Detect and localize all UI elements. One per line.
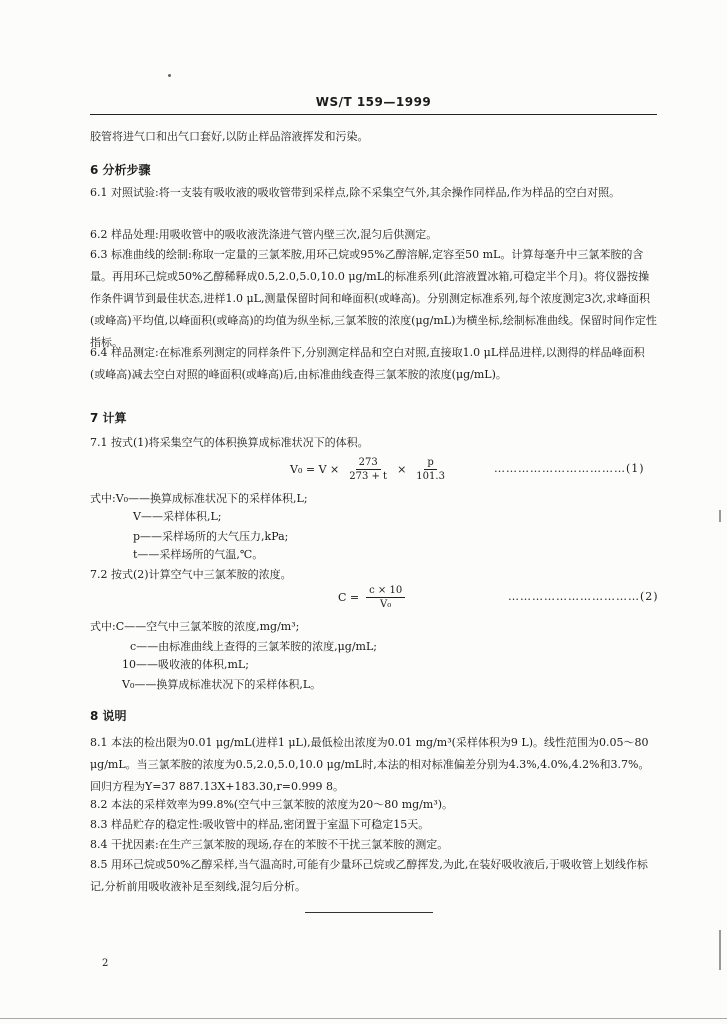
section-heading-7: 7 计算 <box>90 411 127 425</box>
end-rule <box>305 912 433 913</box>
fraction-numerator: p <box>424 456 436 470</box>
where-v0: 式中:V₀——换算成标准状况下的采样体积,L; <box>90 492 308 505</box>
formula-2-fraction <box>366 584 405 611</box>
continued-text: 胶管将进气口和出气口套好,以防止样品溶液挥发和污染。 <box>90 130 369 143</box>
fraction-denominator: 101.3 <box>416 471 445 482</box>
where-c-upper: 式中:C——空气中三氯苯胺的浓度,mg/m³; <box>90 620 300 633</box>
scan-margin-mark <box>719 510 721 522</box>
section-heading-8: 8 说明 <box>90 709 127 723</box>
paragraph-6-1: 6.1 对照试验:将一支装有吸收液的吸收管带到采样点,除不采集空气外,其余操作同样品,作为样品的空白对照。 <box>90 186 621 199</box>
scan-margin-mark <box>719 930 721 970</box>
paragraph-8-4: 8.4 干扰因素:在生产三氯苯胺的现场,存在的苯胺不干扰三氯苯胺的测定。 <box>90 838 449 851</box>
formula-1 <box>290 456 451 483</box>
standard-code-header: WS/T 159—1999 <box>315 95 432 109</box>
paragraph-8-2: 8.2 本法的采样效率为99.8%(空气中三氯苯胺的浓度为20～80 mg/m³)。 <box>90 798 454 811</box>
paragraph-8-1: 8.1 本法的检出限为0.01 μg/mL(进样1 μL),最低检出浓度为0.01 mg/m³(采样体积为9 L)。线性范围为0.05～80 μg/mL。当三氯苯胺的浓度为0.5,2.0,5.0,10.0 μg/mL时,本法的相对标准偏差分别为4.3%,4.0%,4.2%和3.7%。回归方程为Y=37 887.13X+183.30,r=0.999 8。 <box>90 736 650 793</box>
where-v: V——采样体积,L; <box>133 510 222 523</box>
where-c-lower: c——由标准曲线上查得的三氯苯胺的浓度,μg/mL; <box>130 640 377 653</box>
paragraph-8-3: 8.3 样品贮存的稳定性:吸收管中的样品,密闭置于室温下可稳定15天。 <box>90 818 430 831</box>
paragraph-7-2: 7.2 按式(2)计算空气中三氯苯胺的浓度。 <box>90 568 292 581</box>
section-heading-6: 6 分析步骤 <box>90 163 151 177</box>
where-t: t——采样场所的气温,℃。 <box>133 548 264 561</box>
paragraph-6-2: 6.2 样品处理:用吸收管中的吸收液洗涤进气管内壁三次,混匀后供测定。 <box>90 228 438 241</box>
formula-2-lhs: C = <box>338 591 360 604</box>
scan-speck <box>168 74 171 77</box>
formula-1-fraction-pressure <box>413 456 448 483</box>
fraction-denominator: 273 + t <box>349 471 388 482</box>
formula-1-times: × <box>397 463 407 476</box>
equation-number-1: ……………………………(1) <box>494 462 645 475</box>
fraction-numerator: c × 10 <box>366 584 405 598</box>
header-rule <box>90 114 657 115</box>
where-p: p——采样场所的大气压力,kPa; <box>133 530 289 543</box>
where-v0-2: V₀——换算成标准状况下的采样体积,L。 <box>122 678 322 691</box>
paragraph-6-3: 6.3 标准曲线的绘制:称取一定量的三氯苯胺,用环己烷或95%乙醇溶解,定容至50 mL。计算每毫升中三氯苯胺的含量。再用环己烷或50%乙醇稀释成0.5,2.0,5.0,10.0 μg/mL的标准系列(此溶液置冰箱,可稳定半个月)。将仪器按操作条件调节到最佳状态,进样1.0 μL,测量保留时间和峰面积(或峰高)。分别测定标准系列,每个浓度测定3次,求峰面积(或峰高)平均值,以峰面积(或峰高)的均值为纵坐标,三氯苯胺的浓度(μg/mL)为横坐标,绘制标准曲线。保留时间作定性指标。 <box>90 248 657 349</box>
paragraph-6-4: 6.4 样品测定:在标准系列测定的同样条件下,分别测定样品和空白对照,直接取1.0 μL样品进样,以测得的样品峰面积(或峰高)减去空白对照的峰面积(或峰高)后,由标准曲线查得三氯苯胺的浓度(μg/mL)。 <box>90 346 645 381</box>
fraction-denominator: V₀ <box>380 599 392 610</box>
formula-1-lhs: V₀ = V × <box>290 463 340 476</box>
formula-2 <box>338 584 408 611</box>
fraction-numerator: 273 <box>356 456 381 470</box>
paragraph-7-1: 7.1 按式(1)将采集空气的体积换算成标准状况下的体积。 <box>90 436 369 449</box>
formula-1-fraction-temperature <box>346 456 390 483</box>
page-number: 2 <box>102 958 109 969</box>
equation-number-2: ……………………………(2) <box>508 590 659 603</box>
where-10: 10——吸收液的体积,mL; <box>122 658 249 671</box>
scan-bottom-edge <box>0 1018 727 1019</box>
paragraph-8-5: 8.5 用环己烷或50%乙醇采样,当气温高时,可能有少量环己烷或乙醇挥发,为此,在装好吸收液后,于吸收管上划线作标记,分析前用吸收液补足至刻线,混匀后分析。 <box>90 858 648 893</box>
